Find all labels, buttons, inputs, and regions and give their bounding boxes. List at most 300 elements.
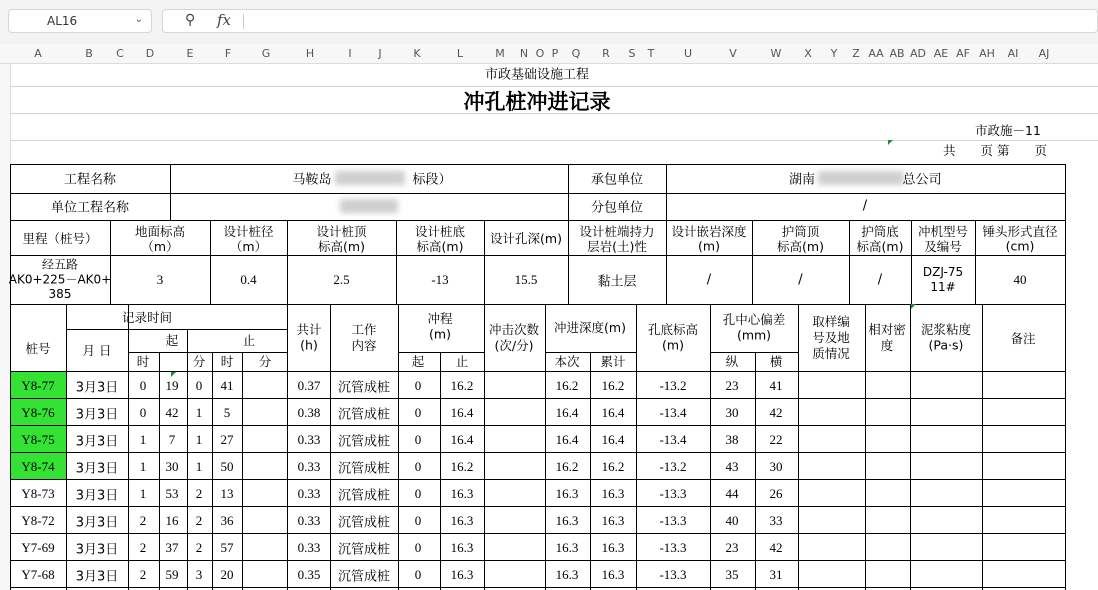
column-header-ad[interactable]: AD xyxy=(910,47,926,60)
column-header-h[interactable]: H xyxy=(305,47,315,60)
row-sh: 1 xyxy=(139,431,147,447)
row-work: 沉管成桩 xyxy=(337,515,391,530)
row-s2: 16.2 xyxy=(450,458,474,474)
param-header-design-dia: （m） xyxy=(229,238,268,254)
column-header-w[interactable]: W xyxy=(770,47,782,60)
column-header-r[interactable]: R xyxy=(602,47,610,60)
column-header-t[interactable]: T xyxy=(647,47,655,60)
viscosity-header: (Pa·s) xyxy=(928,337,964,353)
row-dx: 23 xyxy=(725,377,739,393)
row-sh: 1 xyxy=(139,485,147,501)
param-value-casing-bottom: / xyxy=(877,272,883,288)
row-total: 0.33 xyxy=(297,431,321,447)
start-header: 起 xyxy=(165,333,179,348)
contractor-value: 湖南 xyxy=(788,172,816,188)
row-s1: 0 xyxy=(414,431,422,447)
param-header-mileage: 里程（桩号） xyxy=(22,231,98,246)
param-header-ground-elev: （m） xyxy=(141,238,179,254)
comment-marker xyxy=(888,140,893,145)
row-eh: 2 xyxy=(195,539,203,555)
row-eh: 1 xyxy=(195,404,203,420)
grid-line xyxy=(975,220,976,304)
column-header-g[interactable]: G xyxy=(261,47,271,60)
column-header-l[interactable]: L xyxy=(456,47,464,60)
row-eh: 2 xyxy=(195,485,203,501)
row-date: 3月3日 xyxy=(75,569,119,584)
row-sm: 37 xyxy=(165,539,179,555)
param-value-design-dia: 0.4 xyxy=(240,272,257,287)
grid-line xyxy=(187,329,188,590)
row-dy: 33 xyxy=(769,512,783,528)
row-work: 沉管成桩 xyxy=(337,488,391,503)
function-icon[interactable]: fx xyxy=(217,11,232,29)
column-header-d[interactable]: D xyxy=(145,47,155,60)
grid-line xyxy=(66,329,287,330)
sample-header: 号及地 xyxy=(812,330,850,345)
row-bottom: -13.2 xyxy=(659,377,687,393)
grid-line xyxy=(568,220,569,304)
column-header-ai[interactable]: AI xyxy=(1007,47,1019,60)
column-header-c[interactable]: C xyxy=(116,47,124,60)
param-value-ground-elev: 3 xyxy=(156,272,164,287)
row-d1: 16.2 xyxy=(555,458,579,474)
pile-no-header: 桩号 xyxy=(25,341,51,356)
param-header-bottom-elev: 设计桩底 xyxy=(414,223,466,239)
remarks-header: 备注 xyxy=(1010,331,1036,346)
param-header-casing-top: 护筒顶 xyxy=(781,223,820,239)
column-header-f[interactable]: F xyxy=(224,47,232,60)
row-work: 沉管成桩 xyxy=(337,569,391,584)
column-header-q[interactable]: Q xyxy=(571,47,581,60)
grid-line xyxy=(110,220,111,304)
row-total: 0.33 xyxy=(297,539,321,555)
grid-line xyxy=(242,352,243,590)
column-header-p[interactable]: P xyxy=(551,47,559,60)
column-header-z[interactable]: Z xyxy=(852,47,860,60)
total-hours-header: (h) xyxy=(300,337,318,353)
row-d1: 16.3 xyxy=(555,539,579,555)
grid-line xyxy=(287,220,288,304)
row-s1: 0 xyxy=(414,458,422,474)
row-d2: 16.3 xyxy=(601,512,625,528)
grid-line xyxy=(170,164,171,220)
param-header-casing-top: 标高(m) xyxy=(777,238,824,254)
zoom-icon[interactable]: ⚲ xyxy=(185,12,196,28)
column-header-y[interactable]: Y xyxy=(830,47,838,60)
grid-line xyxy=(911,220,912,304)
row-sh: 0 xyxy=(139,404,147,420)
row-sm: 16 xyxy=(165,512,179,528)
row-em: 5 xyxy=(223,404,231,420)
stroke-header: 冲程 xyxy=(427,311,453,326)
row-dx: 23 xyxy=(725,539,739,555)
depth-header: 冲进深度(m) xyxy=(554,320,626,335)
depth-this-header: 本次 xyxy=(554,354,580,369)
row-s2: 16.3 xyxy=(450,485,474,501)
row-em: 27 xyxy=(220,431,234,447)
param-value-bottom-elev: -13 xyxy=(431,272,449,287)
grid-line xyxy=(396,220,397,304)
param-value-top-elev: 2.5 xyxy=(333,272,350,287)
comment-marker xyxy=(171,372,176,377)
row-total: 0.35 xyxy=(297,566,321,582)
row-date: 3月3日 xyxy=(75,380,119,395)
pile-id: Y7-69 xyxy=(21,539,55,555)
row-divider xyxy=(10,506,1065,507)
row-dy: 42 xyxy=(769,539,783,555)
row-d2: 16.3 xyxy=(601,485,625,501)
row-d1: 16.4 xyxy=(555,404,579,420)
comment-marker xyxy=(911,304,916,309)
redacted-block xyxy=(340,199,398,213)
param-header-bearing: 设计桩端持力 xyxy=(579,223,655,239)
grid-line xyxy=(10,255,1065,256)
stroke-header: (m) xyxy=(429,326,451,342)
row-total: 0.33 xyxy=(297,512,321,528)
row-eh: 0 xyxy=(195,377,203,393)
row-sh: 2 xyxy=(139,539,147,555)
end-minute-header: 分 xyxy=(258,354,272,369)
grid-line xyxy=(568,164,569,220)
row-total: 0.33 xyxy=(297,458,321,474)
grid-line xyxy=(666,220,667,304)
row-d2: 16.2 xyxy=(601,458,625,474)
row-bottom: -13.3 xyxy=(659,485,687,501)
param-value-machine: 11# xyxy=(930,279,956,294)
unit-project-label: 单位工程名称 xyxy=(50,200,130,216)
row-sm: 53 xyxy=(165,485,179,501)
contractor-label: 承包单位 xyxy=(590,172,644,188)
row-s2: 16.2 xyxy=(450,377,474,393)
row-dy: 42 xyxy=(769,404,783,420)
column-header-k[interactable]: K xyxy=(413,47,421,60)
sub-contractor-value: / xyxy=(862,198,868,214)
row-em: 13 xyxy=(220,485,234,501)
pile-id: Y8-75 xyxy=(21,431,55,447)
grid-line xyxy=(545,304,546,590)
table-header-bottom xyxy=(10,371,1065,372)
row-eh: 1 xyxy=(195,458,203,474)
row-d1: 16.3 xyxy=(555,485,579,501)
deviation-header: 孔中心偏差 xyxy=(722,312,786,327)
param-value-casing-top: / xyxy=(798,272,803,288)
row-total: 0.33 xyxy=(297,485,321,501)
row-divider xyxy=(10,452,1065,453)
column-header-x[interactable]: X xyxy=(804,47,812,60)
param-header-design-dia: 设计桩径 xyxy=(223,223,274,239)
impacts-header: 冲击次数 xyxy=(488,322,540,337)
row-em: 20 xyxy=(220,566,234,582)
row-dx: 44 xyxy=(725,485,739,501)
row-s1: 0 xyxy=(414,485,422,501)
grid-line xyxy=(287,304,288,590)
end-hour-header: 时 xyxy=(220,354,234,369)
row-dy: 26 xyxy=(769,485,783,501)
row-d2: 16.3 xyxy=(601,566,625,582)
row-bottom: -13.4 xyxy=(659,404,687,420)
row-dx: 43 xyxy=(725,458,739,474)
row-s1: 0 xyxy=(414,539,422,555)
row-divider xyxy=(10,479,1065,480)
row-d1: 16.3 xyxy=(555,512,579,528)
grid-line xyxy=(636,304,637,590)
end-header: 止 xyxy=(242,333,256,348)
param-header-casing-bottom: 标高(m) xyxy=(856,238,904,254)
table-border-top xyxy=(10,164,1065,165)
cell-gridline xyxy=(10,140,1098,141)
row-work: 沉管成桩 xyxy=(337,434,391,449)
param-header-top-elev: 设计桩顶 xyxy=(316,223,367,239)
project-name-suffix: 标段） xyxy=(412,172,452,188)
total-hours-header: 共计 xyxy=(296,322,322,337)
row-dx: 35 xyxy=(725,566,739,582)
row-bottom: -13.4 xyxy=(659,431,687,447)
hole-bottom-header: 孔底标高 xyxy=(647,322,699,337)
param-value-mileage: 385 xyxy=(48,287,72,301)
column-header-aj[interactable]: AJ xyxy=(1038,47,1050,60)
grid-line xyxy=(910,304,911,590)
row-sh: 2 xyxy=(139,566,147,582)
param-header-hammer: (cm) xyxy=(1005,238,1035,253)
row-d2: 16.2 xyxy=(601,377,625,393)
row-s2: 16.4 xyxy=(450,404,474,420)
param-value-machine: DZJ-75 xyxy=(922,264,964,279)
row-bottom: -13.3 xyxy=(659,539,687,555)
row-sh: 2 xyxy=(139,512,147,528)
row-sm: 30 xyxy=(165,458,179,474)
row-s1: 0 xyxy=(414,377,422,393)
deviation-long-header: 纵 xyxy=(725,354,739,369)
param-header-machine: 及编号 xyxy=(924,238,962,254)
row-sm: 59 xyxy=(165,566,179,582)
grid-line xyxy=(212,352,213,590)
column-header-ab[interactable]: AB xyxy=(889,47,905,60)
row-date: 3月3日 xyxy=(75,434,119,449)
row-em: 36 xyxy=(220,512,234,528)
param-header-ground-elev: 地面标高 xyxy=(134,223,186,239)
param-header-machine: 冲机型号 xyxy=(917,223,969,239)
grid-line xyxy=(710,352,798,353)
row-d1: 16.3 xyxy=(555,566,579,582)
start-hour-header: 时 xyxy=(136,354,150,369)
row-eh: 3 xyxy=(195,566,203,582)
column-header-ae[interactable]: AE xyxy=(933,47,949,60)
row-dy: 22 xyxy=(769,431,783,447)
row-d1: 16.4 xyxy=(555,431,579,447)
row-d1: 16.2 xyxy=(555,377,579,393)
row-dx: 30 xyxy=(725,404,739,420)
row-divider xyxy=(10,587,1065,588)
grid-line xyxy=(128,304,129,590)
row-bottom: -13.3 xyxy=(659,512,687,528)
sample-header: 取样编 xyxy=(812,314,850,329)
grid-line xyxy=(752,220,753,304)
grid-line xyxy=(398,304,399,590)
row-sm: 19 xyxy=(165,377,179,393)
row-s2: 16.4 xyxy=(450,431,474,447)
contractor-suffix: 总公司 xyxy=(902,172,942,188)
row-s1: 0 xyxy=(414,404,422,420)
deviation-header: (mm) xyxy=(736,327,772,343)
grid-line xyxy=(710,304,711,590)
row-dy: 41 xyxy=(769,377,783,393)
grid-line xyxy=(849,220,850,304)
density-header: 相对密 xyxy=(868,322,906,337)
row-em: 50 xyxy=(220,458,234,474)
row-work: 沉管成桩 xyxy=(337,461,391,476)
project-name-label: 工程名称 xyxy=(63,172,117,188)
grid-line xyxy=(798,304,799,590)
row-s2: 16.3 xyxy=(450,566,474,582)
redacted-block xyxy=(335,171,405,185)
row-s1: 0 xyxy=(414,566,422,582)
form-subtitle: 市政基础设施工程 xyxy=(484,67,590,83)
grid-line xyxy=(440,352,441,590)
row-date: 3月3日 xyxy=(75,542,119,557)
row-dx: 38 xyxy=(725,431,739,447)
deviation-trans-header: 横 xyxy=(769,354,783,369)
row-date: 3月3日 xyxy=(75,461,119,476)
column-header-aa[interactable]: AA xyxy=(868,47,884,60)
row-dx: 40 xyxy=(725,512,739,528)
hole-bottom-header: (m) xyxy=(662,337,684,353)
column-header-u[interactable]: U xyxy=(683,47,693,60)
row-d2: 16.4 xyxy=(601,404,625,420)
table-border-right xyxy=(1065,164,1066,590)
pile-id: Y8-76 xyxy=(21,404,55,420)
page-info: 共 页 第 页 xyxy=(943,143,1047,158)
row-d2: 16.4 xyxy=(601,431,625,447)
stroke-end-header: 止 xyxy=(455,354,469,369)
grid-line xyxy=(159,352,160,590)
project-name-value: 马鞍岛 xyxy=(292,172,332,188)
param-value-bearing: 黏土层 xyxy=(597,274,637,290)
grid-line xyxy=(66,304,67,590)
column-header-ah[interactable]: AH xyxy=(979,47,995,60)
pile-id: Y8-77 xyxy=(21,377,55,393)
param-header-top-elev: 标高(m) xyxy=(318,238,365,254)
form-title: 冲孔桩冲进记录 xyxy=(463,90,611,114)
viscosity-header: 泥浆粘度 xyxy=(920,322,972,337)
row-divider xyxy=(10,398,1065,399)
column-header-b[interactable]: B xyxy=(85,47,93,60)
start-minute-header: 分 xyxy=(192,354,206,369)
row-divider xyxy=(10,560,1065,561)
stroke-start-header: 起 xyxy=(411,354,425,369)
row-dy: 31 xyxy=(769,566,783,582)
param-header-rock-depth: 设计嵌岩深度 xyxy=(671,223,747,239)
impacts-header: (次/分) xyxy=(494,338,534,353)
column-header-af[interactable]: AF xyxy=(956,47,970,60)
density-header: 度 xyxy=(880,338,894,353)
row-date: 3月3日 xyxy=(75,515,119,530)
column-header-a[interactable]: A xyxy=(34,47,42,60)
param-value-mileage: 经五路 xyxy=(41,257,79,272)
param-value-mileage: AK0+225－AK0+ xyxy=(8,272,112,287)
param-header-casing-bottom: 护筒底 xyxy=(861,223,899,239)
row-eh: 2 xyxy=(195,512,203,528)
column-header-o[interactable]: O xyxy=(535,47,545,60)
work-content-header: 工作 xyxy=(351,322,377,337)
column-header-v[interactable]: V xyxy=(729,47,737,60)
sub-contractor-label: 分包单位 xyxy=(590,200,644,216)
param-value-hammer: 40 xyxy=(1013,272,1027,287)
chevron-down-icon[interactable]: ⌄ xyxy=(134,14,143,25)
row-total: 0.37 xyxy=(297,377,321,393)
cell-reference: AL16 xyxy=(47,14,78,28)
grid-line xyxy=(10,193,1065,194)
grid-line xyxy=(755,352,756,590)
param-value-hole-depth: 15.5 xyxy=(514,272,538,287)
row-date: 3月3日 xyxy=(75,488,119,503)
row-em: 41 xyxy=(220,377,234,393)
row-total: 0.38 xyxy=(297,404,321,420)
redacted-block xyxy=(818,171,904,185)
param-value-rock-depth: / xyxy=(706,272,712,288)
pile-id: Y8-72 xyxy=(21,512,55,528)
grid-line xyxy=(210,220,211,304)
row-work: 沉管成桩 xyxy=(337,380,391,395)
param-header-bottom-elev: 标高(m) xyxy=(416,238,464,254)
pile-id: Y7-68 xyxy=(21,566,55,582)
row-divider xyxy=(10,533,1065,534)
row-dy: 30 xyxy=(769,458,783,474)
row-bottom: -13.3 xyxy=(659,566,687,582)
row-eh: 1 xyxy=(195,431,203,447)
grid-line xyxy=(484,220,485,304)
grid-line xyxy=(666,164,667,220)
param-header-hole-depth: 设计孔深(m) xyxy=(490,231,562,246)
grid-line xyxy=(590,352,591,590)
param-header-hammer: 锤头形式直径 xyxy=(982,223,1058,239)
row-s2: 16.3 xyxy=(450,512,474,528)
grid-line xyxy=(330,304,331,590)
row-sh: 1 xyxy=(139,458,147,474)
param-header-bearing: 层岩(土)性 xyxy=(587,238,647,254)
column-header-m[interactable]: M xyxy=(495,47,505,60)
work-content-header: 内容 xyxy=(351,338,377,353)
row-sm: 42 xyxy=(165,404,179,420)
row-work: 沉管成桩 xyxy=(337,407,391,422)
param-header-rock-depth: (m) xyxy=(698,238,720,253)
grid-line xyxy=(865,304,866,590)
sample-header: 质情况 xyxy=(812,346,850,361)
row-sh: 0 xyxy=(139,377,147,393)
row-sm: 7 xyxy=(168,431,176,447)
column-header-s[interactable]: S xyxy=(628,47,636,60)
row-d2: 16.3 xyxy=(601,539,625,555)
column-header-j[interactable]: J xyxy=(378,47,382,60)
column-header-n[interactable]: N xyxy=(519,47,529,60)
row-date: 3月3日 xyxy=(75,407,119,422)
pile-id: Y8-73 xyxy=(21,485,55,501)
grid-line xyxy=(982,304,983,590)
pile-id: Y8-74 xyxy=(21,458,55,474)
grid-line xyxy=(484,304,485,590)
grid-line xyxy=(10,304,1065,305)
record-time-header: 记录时间 xyxy=(121,310,173,325)
row-bottom: -13.2 xyxy=(659,458,687,474)
depth-cumulative-header: 累计 xyxy=(600,354,626,369)
column-header-i[interactable]: I xyxy=(348,47,352,60)
row-divider xyxy=(10,425,1065,426)
row-s2: 16.3 xyxy=(450,539,474,555)
row-em: 57 xyxy=(220,539,234,555)
row-s1: 0 xyxy=(414,512,422,528)
column-header-e[interactable]: E xyxy=(186,47,194,60)
date-header: 月 日 xyxy=(82,343,112,358)
form-code: 市政施－11 xyxy=(975,123,1041,138)
